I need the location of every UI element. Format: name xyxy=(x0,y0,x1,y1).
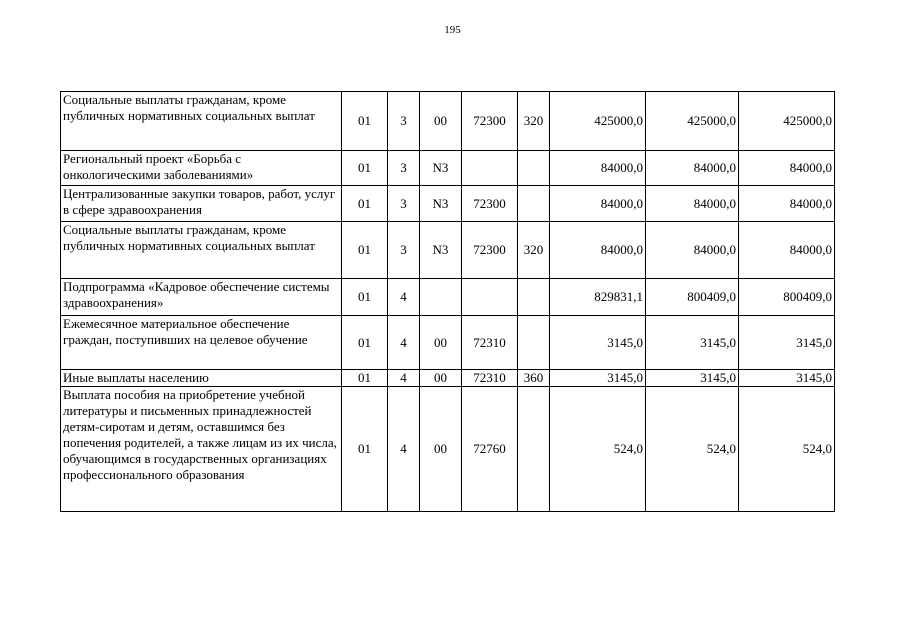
code-cell: 72300 xyxy=(462,92,518,151)
table-row xyxy=(61,316,835,370)
amount-cell: 84000,0 xyxy=(550,222,646,279)
code-cell: 320 xyxy=(518,222,550,279)
code-cell: 01 xyxy=(342,316,388,370)
code-cell: 4 xyxy=(388,387,420,512)
code-cell: 01 xyxy=(342,92,388,151)
code-cell: 3 xyxy=(388,186,420,222)
amount-cell: 425000,0 xyxy=(739,92,835,151)
code-cell: 360 xyxy=(518,370,550,387)
amount-cell: 84000,0 xyxy=(550,151,646,186)
code-cell xyxy=(462,279,518,316)
code-cell: 4 xyxy=(388,316,420,370)
code-cell xyxy=(518,151,550,186)
row-name: Выплата пособия на приобретение учебной литературы и письменных принадлежностей детям-сиротам и детям, оставшимся без попечения родителей, а также лицам из их числа, обучающимся в государственных организациях профессионального образования xyxy=(61,387,342,512)
amount-cell: 84000,0 xyxy=(739,186,835,222)
row-name: Социальные выплаты гражданам, кроме публичных нормативных социальных выплат xyxy=(61,222,342,279)
code-cell: 01 xyxy=(342,186,388,222)
amount-cell: 3145,0 xyxy=(739,316,835,370)
code-cell: 72300 xyxy=(462,222,518,279)
amount-cell: 84000,0 xyxy=(739,222,835,279)
code-cell: 00 xyxy=(420,92,462,151)
row-name: Подпрограмма «Кадровое обеспечение системы здравоохранения» xyxy=(61,279,342,316)
code-cell: 4 xyxy=(388,279,420,316)
code-cell xyxy=(518,186,550,222)
code-cell: 72310 xyxy=(462,370,518,387)
code-cell: 01 xyxy=(342,387,388,512)
code-cell: 01 xyxy=(342,279,388,316)
row-name: Иные выплаты населению xyxy=(61,370,342,387)
table-row xyxy=(61,387,835,512)
row-name: Региональный проект «Борьба с онкологическими заболеваниями» xyxy=(61,151,342,186)
code-cell: 00 xyxy=(420,316,462,370)
page-number: 195 xyxy=(444,24,461,36)
row-name: Централизованные закупки товаров, работ, услуг в сфере здравоохранения xyxy=(61,186,342,222)
amount-cell: 84000,0 xyxy=(646,222,739,279)
amount-cell: 800409,0 xyxy=(646,279,739,316)
code-cell: N3 xyxy=(420,151,462,186)
code-cell: 00 xyxy=(420,370,462,387)
table-row xyxy=(61,370,835,387)
amount-cell: 524,0 xyxy=(646,387,739,512)
code-cell: 3 xyxy=(388,222,420,279)
amount-cell: 800409,0 xyxy=(739,279,835,316)
code-cell: 00 xyxy=(420,387,462,512)
table-row xyxy=(61,151,835,186)
row-name: Ежемесячное материальное обеспечение граждан, поступивших на целевое обучение xyxy=(61,316,342,370)
amount-cell: 425000,0 xyxy=(646,92,739,151)
amount-cell: 524,0 xyxy=(739,387,835,512)
code-cell: 72760 xyxy=(462,387,518,512)
amount-cell: 3145,0 xyxy=(739,370,835,387)
code-cell: 72310 xyxy=(462,316,518,370)
code-cell xyxy=(518,279,550,316)
code-cell: N3 xyxy=(420,186,462,222)
amount-cell: 524,0 xyxy=(550,387,646,512)
code-cell: 01 xyxy=(342,151,388,186)
code-cell: 3 xyxy=(388,92,420,151)
code-cell xyxy=(518,316,550,370)
code-cell xyxy=(518,387,550,512)
amount-cell: 3145,0 xyxy=(550,370,646,387)
amount-cell: 3145,0 xyxy=(646,370,739,387)
row-name: Социальные выплаты гражданам, кроме публичных нормативных социальных выплат xyxy=(61,92,342,151)
amount-cell: 84000,0 xyxy=(739,151,835,186)
table-row xyxy=(61,92,835,151)
code-cell: 4 xyxy=(388,370,420,387)
code-cell: 01 xyxy=(342,222,388,279)
code-cell: 320 xyxy=(518,92,550,151)
table-row xyxy=(61,279,835,316)
amount-cell: 84000,0 xyxy=(646,151,739,186)
code-cell: 01 xyxy=(342,370,388,387)
amount-cell: 3145,0 xyxy=(550,316,646,370)
amount-cell: 3145,0 xyxy=(646,316,739,370)
amount-cell: 84000,0 xyxy=(550,186,646,222)
code-cell: N3 xyxy=(420,222,462,279)
table-row xyxy=(61,222,835,279)
table-row xyxy=(61,186,835,222)
amount-cell: 425000,0 xyxy=(550,92,646,151)
amount-cell: 84000,0 xyxy=(646,186,739,222)
budget-table xyxy=(60,91,835,512)
code-cell xyxy=(462,151,518,186)
code-cell xyxy=(420,279,462,316)
amount-cell: 829831,1 xyxy=(550,279,646,316)
code-cell: 3 xyxy=(388,151,420,186)
code-cell: 72300 xyxy=(462,186,518,222)
